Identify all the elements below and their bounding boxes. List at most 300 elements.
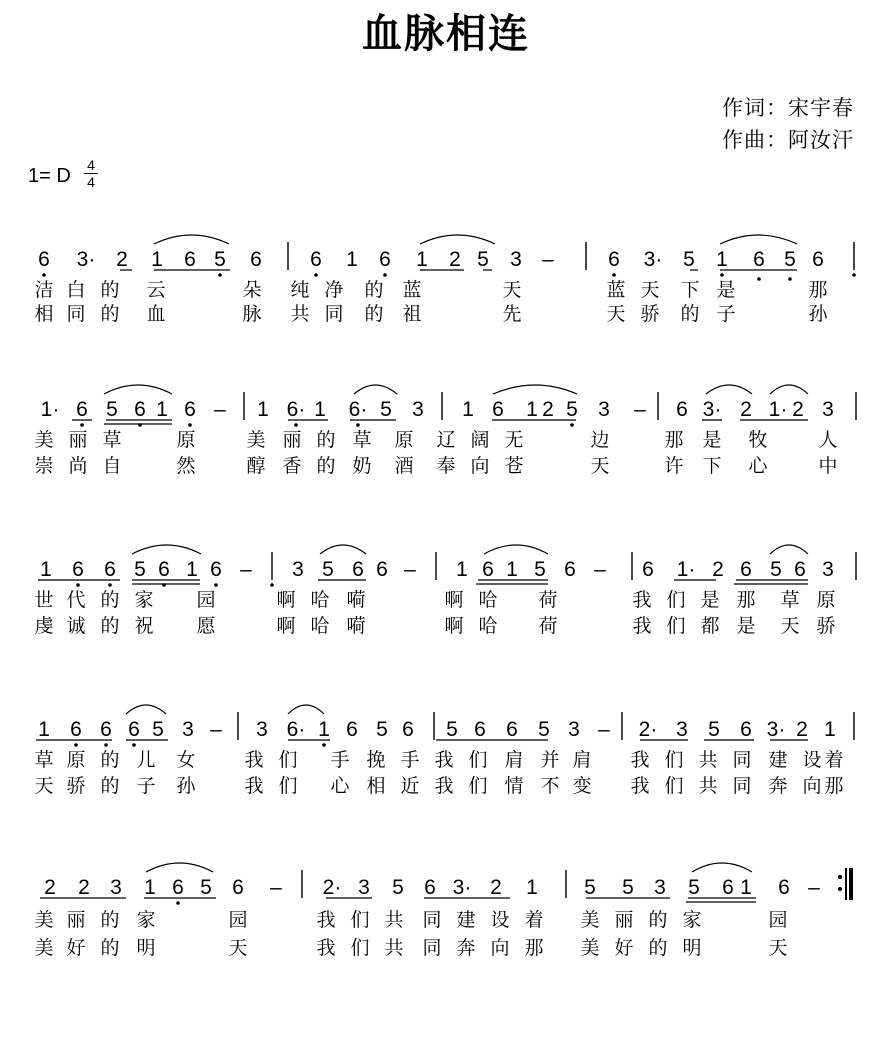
note: 1 — [38, 718, 50, 741]
lyric-verse2: 啊 — [444, 615, 464, 637]
lyric-verse2: 天 — [768, 937, 788, 959]
octave-dot — [314, 273, 318, 277]
lyric-verse1: 丽 — [66, 909, 86, 931]
lyric-verse1: 园 — [228, 909, 248, 931]
note: 1 — [257, 398, 269, 421]
lyric-verse2: 骄 — [816, 615, 836, 637]
note: 6 — [128, 718, 140, 741]
note: 3 — [822, 558, 834, 581]
lyric-verse2: 美 — [580, 937, 600, 959]
note-dash: – — [634, 398, 646, 421]
slur-arc — [420, 235, 495, 244]
note: 3 — [598, 398, 610, 421]
lyric-verse1: 哈 — [310, 589, 330, 611]
lyric-verse2: 同 — [422, 937, 442, 959]
lyric-verse1: 那 — [808, 279, 828, 301]
note: 6 — [72, 558, 84, 581]
lyric-verse1: 共 — [698, 749, 718, 771]
note: 6 — [722, 876, 734, 899]
note: 1 — [416, 248, 428, 271]
lyric-verse2: 然 — [176, 455, 196, 477]
note: 2 — [78, 876, 90, 899]
slur-arc — [288, 705, 324, 714]
slur-arc — [104, 385, 172, 394]
lyric-verse1: 那 — [736, 589, 756, 611]
note-dash: – — [240, 558, 252, 581]
lyric-verse2: 们 — [666, 615, 686, 637]
slur-arc — [493, 385, 577, 394]
note: 3· — [643, 248, 663, 271]
lyric-verse2: 天 — [228, 937, 248, 959]
note-dash: – — [808, 876, 820, 899]
lyric-verse2: 孙 — [808, 303, 828, 325]
lyric-verse1: 那 — [664, 429, 684, 451]
note: 6 — [352, 558, 364, 581]
lyric-verse2: 奔 — [456, 937, 476, 959]
lyric-verse2: 向 — [470, 455, 490, 477]
lyric-verse1: 的 — [100, 279, 120, 301]
lyric-verse1: 共 — [384, 909, 404, 931]
note: 5 — [446, 718, 458, 741]
note: 5 — [770, 558, 782, 581]
lyric-verse1: 的 — [316, 429, 336, 451]
note: 3 — [110, 876, 122, 899]
lyric-verse1: 们 — [350, 909, 370, 931]
lyric-verse1: 天 — [502, 279, 522, 301]
lyric-verse2: 的 — [100, 615, 120, 637]
octave-dot — [788, 277, 792, 281]
lyric-verse2: 向 — [490, 937, 510, 959]
octave-dot — [270, 583, 274, 587]
note: 6 — [506, 718, 518, 741]
note: 6· — [286, 718, 306, 741]
lyric-verse2: 孙 — [176, 775, 196, 797]
lyric-verse2: 愿 — [196, 615, 216, 637]
lyric-verse2: 的 — [648, 937, 668, 959]
note: 2 — [740, 398, 752, 421]
lyric-verse1: 蓝 — [402, 279, 422, 301]
note: 1 — [526, 398, 538, 421]
note: 1 — [506, 558, 518, 581]
note: 2 — [542, 398, 554, 421]
lyric-verse1: 朵 — [242, 279, 262, 301]
lyric-verse2: 奔 — [768, 775, 788, 797]
repeat-dot — [838, 875, 842, 879]
lyric-verse1: 原 — [66, 749, 86, 771]
lyric-verse1: 手 — [400, 749, 420, 771]
note: 1 — [456, 558, 468, 581]
lyric-verse2: 骄 — [66, 775, 86, 797]
octave-dot — [852, 273, 856, 277]
octave-dot — [74, 743, 78, 747]
octave-dot — [132, 743, 136, 747]
lyric-verse1: 我 — [630, 749, 650, 771]
note: 6 — [104, 558, 116, 581]
note: 6 — [70, 718, 82, 741]
note: 6 — [184, 398, 196, 421]
note: 5 — [584, 876, 596, 899]
note: 5 — [134, 558, 146, 581]
note: 3 — [654, 876, 666, 899]
octave-dot — [570, 423, 574, 427]
lyric-verse1: 家 — [136, 909, 156, 931]
lyric-verse1: 原 — [816, 589, 836, 611]
lyric-verse1: 的 — [364, 279, 384, 301]
lyric-verse2: 脉 — [242, 303, 262, 325]
slur-arc — [126, 705, 166, 714]
lyric-verse2: 啊 — [276, 615, 296, 637]
lyric-verse1: 边 — [590, 429, 610, 451]
note: 6 — [158, 558, 170, 581]
note: 2 — [44, 876, 56, 899]
lyric-verse2: 们 — [468, 775, 488, 797]
lyric-verse1: 的 — [100, 749, 120, 771]
note: 1· — [40, 398, 60, 421]
lyric-verse1: 建 — [768, 749, 788, 771]
lyric-verse1: 是 — [716, 279, 736, 301]
note: 6 — [812, 248, 824, 271]
lyric-verse2: 哈 — [310, 615, 330, 637]
lyric-verse1: 建 — [456, 909, 476, 931]
note-dash: – — [404, 558, 416, 581]
lyric-verse1: 的 — [100, 589, 120, 611]
lyric-verse2: 们 — [350, 937, 370, 959]
note-dash: – — [214, 398, 226, 421]
lyric-verse1: 美 — [246, 429, 266, 451]
lyric-verse2: 都 — [700, 615, 720, 637]
note: 2 — [490, 876, 502, 899]
lyric-verse2: 相 — [366, 775, 386, 797]
lyric-verse2: 不 — [540, 775, 560, 797]
note: 6 — [740, 558, 752, 581]
lyric-verse2: 我 — [244, 775, 264, 797]
note: 5 — [708, 718, 720, 741]
octave-dot — [76, 583, 80, 587]
lyric-verse2: 天 — [606, 303, 626, 325]
note: 5 — [106, 398, 118, 421]
note: 5 — [214, 248, 226, 271]
octave-dot — [218, 273, 222, 277]
note: 6 — [379, 248, 391, 271]
note: 2· — [322, 876, 342, 899]
octave-dot — [188, 423, 192, 427]
lyric-verse2: 天 — [590, 455, 610, 477]
lyric-verse1: 原 — [176, 429, 196, 451]
lyric-verse1: 蓝 — [606, 279, 626, 301]
note: 3 — [568, 718, 580, 741]
note: 6 — [232, 876, 244, 899]
lyric-verse1: 洁 — [34, 279, 54, 301]
lyric-verse1: 哈 — [478, 589, 498, 611]
lyric-verse1: 世 — [34, 589, 54, 611]
lyric-verse1: 啊 — [444, 589, 464, 611]
lyric-verse2: 共 — [698, 775, 718, 797]
note-dash: – — [270, 876, 282, 899]
note: 6 — [794, 558, 806, 581]
note: 5 — [622, 876, 634, 899]
note: 6· — [348, 398, 368, 421]
note: 6 — [482, 558, 494, 581]
lyric-verse2: 祝 — [134, 615, 154, 637]
song-title: 血脉相连 — [362, 10, 530, 57]
lyric-verse2: 同 — [324, 303, 344, 325]
lyric-verse2: 们 — [664, 775, 684, 797]
lyric-verse2: 血 — [146, 303, 166, 325]
note-dash: – — [598, 718, 610, 741]
note: 1 — [318, 718, 330, 741]
octave-dot — [80, 423, 84, 427]
lyric-verse2: 许 — [664, 455, 684, 477]
note: 2 — [792, 398, 804, 421]
lyric-verse2: 向 — [802, 775, 822, 797]
lyric-verse1: 手 — [330, 749, 350, 771]
lyric-verse2: 奉 — [436, 455, 456, 477]
note: 6 — [424, 876, 436, 899]
note: 5 — [376, 718, 388, 741]
slur-arc — [484, 545, 548, 554]
lyric-verse1: 我 — [434, 749, 454, 771]
note: 5 — [566, 398, 578, 421]
note: 6 — [376, 558, 388, 581]
lyric-verse1: 园 — [196, 589, 216, 611]
slur-arc — [320, 545, 366, 554]
lyric-verse1: 牧 — [748, 429, 768, 451]
lyric-verse1: 原 — [394, 429, 414, 451]
slur-arc — [146, 863, 213, 872]
lyric-verse1: 设 — [490, 909, 510, 931]
lyric-verse2: 香 — [282, 455, 302, 477]
lyric-verse2: 醇 — [246, 455, 266, 477]
lyric-verse2: 祖 — [402, 303, 422, 325]
lyric-verse2: 我 — [434, 775, 454, 797]
note: 5 — [688, 876, 700, 899]
lyric-verse2: 的 — [100, 303, 120, 325]
note: 1 — [314, 398, 326, 421]
lyric-verse2: 虔 — [34, 615, 54, 637]
lyric-verse1: 草 — [352, 429, 372, 451]
lyric-verse1: 美 — [580, 909, 600, 931]
note: 3· — [702, 398, 722, 421]
lyric-verse2: 骄 — [640, 303, 660, 325]
octave-dot — [383, 273, 387, 277]
note: 3 — [358, 876, 370, 899]
lyric-verse2: 我 — [632, 615, 652, 637]
lyric-verse1: 丽 — [68, 429, 88, 451]
lyric-verse1: 儿 — [136, 749, 156, 771]
octave-dot — [720, 273, 724, 277]
lyric-verse2: 下 — [702, 455, 722, 477]
lyric-verse2: 相 — [34, 303, 54, 325]
lyric-verse1: 下 — [680, 279, 700, 301]
lyric-verse1: 净 — [324, 279, 344, 301]
lyric-verse1: 家 — [682, 909, 702, 931]
note: 3 — [510, 248, 522, 271]
note: 3 — [292, 558, 304, 581]
note: 6 — [134, 398, 146, 421]
note: 1 — [346, 248, 358, 271]
note: 6 — [184, 248, 196, 271]
note: 6 — [250, 248, 262, 271]
slur-arc — [354, 385, 397, 394]
lyric-verse1: 嗬 — [346, 589, 366, 611]
note: 6 — [564, 558, 576, 581]
lyric-verse2: 子 — [716, 303, 736, 325]
note: 3 — [676, 718, 688, 741]
lyric-verse1: 无 — [504, 429, 524, 451]
lyric-verse1: 的 — [100, 909, 120, 931]
lyric-verse1: 肩 — [504, 749, 524, 771]
lyric-verse2: 天 — [780, 615, 800, 637]
note-dash: – — [210, 718, 222, 741]
note: 2 — [796, 718, 808, 741]
note: 2 — [712, 558, 724, 581]
lyric-verse1: 挽 — [366, 749, 386, 771]
note: 3 — [256, 718, 268, 741]
note: 6 — [100, 718, 112, 741]
lyric-verse1: 白 — [66, 279, 86, 301]
note: 3 — [182, 718, 194, 741]
time-signature-top: 4 — [87, 157, 95, 173]
lyric-verse2: 同 — [66, 303, 86, 325]
lyric-verse1: 云 — [146, 279, 166, 301]
lyric-verse1: 们 — [278, 749, 298, 771]
lyric-verse1: 们 — [666, 589, 686, 611]
note: 5 — [152, 718, 164, 741]
lyric-verse1: 人 — [818, 429, 838, 451]
lyric-verse2: 明 — [682, 937, 702, 959]
lyric-verse1: 着 — [824, 749, 844, 771]
octave-dot — [108, 583, 112, 587]
lyric-verse1: 着 — [524, 909, 544, 931]
lyric-verse2: 们 — [278, 775, 298, 797]
lyric-verse2: 是 — [736, 615, 756, 637]
note-dash: – — [594, 558, 606, 581]
lyric-verse2: 心 — [748, 455, 768, 477]
composer-credit: 作曲：阿汝汗 — [722, 128, 854, 152]
note: 6 — [608, 248, 620, 271]
octave-dot — [176, 901, 180, 905]
slur-arc — [692, 863, 752, 872]
lyric-verse1: 是 — [702, 429, 722, 451]
lyric-verse1: 们 — [468, 749, 488, 771]
note: 6 — [38, 248, 50, 271]
slur-arc — [720, 235, 797, 244]
note: 1· — [768, 398, 788, 421]
lyric-verse2: 的 — [100, 775, 120, 797]
slur-arc — [132, 545, 201, 554]
note: 6 — [676, 398, 688, 421]
lyric-verse1: 女 — [176, 749, 196, 771]
lyric-verse1: 园 — [768, 909, 788, 931]
note: 5 — [534, 558, 546, 581]
octave-dot — [612, 273, 616, 277]
lyric-verse2: 共 — [384, 937, 404, 959]
note: 1 — [740, 876, 752, 899]
lyric-verse2: 尚 — [68, 455, 88, 477]
note: 6 — [740, 718, 752, 741]
note: 6 — [310, 248, 322, 271]
note: 6 — [778, 876, 790, 899]
lyric-verse1: 啊 — [276, 589, 296, 611]
octave-dot — [757, 277, 761, 281]
key-signature: 1= D — [28, 165, 71, 187]
lyric-verse2: 美 — [34, 937, 54, 959]
note: 3 — [822, 398, 834, 421]
time-signature-bottom: 4 — [87, 174, 95, 190]
lyric-verse2: 自 — [102, 455, 122, 477]
note: 1· — [676, 558, 696, 581]
octave-dot — [104, 743, 108, 747]
lyric-verse1: 丽 — [282, 429, 302, 451]
lyric-verse1: 肩 — [572, 749, 592, 771]
octave-dot — [42, 273, 46, 277]
note: 1 — [151, 248, 163, 271]
lyric-verse1: 的 — [648, 909, 668, 931]
lyric-verse2: 崇 — [34, 455, 54, 477]
slur-arc — [706, 385, 752, 394]
lyric-verse1: 同 — [732, 749, 752, 771]
lyric-verse2: 我 — [316, 937, 336, 959]
lyric-verse2: 哈 — [478, 615, 498, 637]
lyric-verse1: 我 — [632, 589, 652, 611]
lyric-verse2: 同 — [732, 775, 752, 797]
lyric-verse2: 先 — [502, 303, 522, 325]
lyric-verse2: 近 — [400, 775, 420, 797]
lyric-verse2: 苍 — [504, 455, 524, 477]
lyric-verse2: 嗬 — [346, 615, 366, 637]
note-dash: – — [542, 248, 554, 271]
note: 5 — [322, 558, 334, 581]
note: 2 — [116, 248, 128, 271]
lyric-verse1: 草 — [102, 429, 122, 451]
note: 6 — [346, 718, 358, 741]
note: 5 — [380, 398, 392, 421]
lyric-verse1: 草 — [780, 589, 800, 611]
lyric-verse1: 我 — [316, 909, 336, 931]
octave-dot — [138, 423, 142, 427]
note: 6 — [642, 558, 654, 581]
lyricist-credit: 作词：宋宇春 — [722, 96, 854, 120]
note: 6 — [474, 718, 486, 741]
note: 6 — [402, 718, 414, 741]
note: 1 — [144, 876, 156, 899]
lyric-verse2: 那 — [824, 775, 844, 797]
lyric-verse2: 酒 — [394, 455, 414, 477]
octave-dot — [214, 583, 218, 587]
lyric-verse2: 天 — [34, 775, 54, 797]
lyric-verse1: 我 — [244, 749, 264, 771]
lyric-verse1: 设 — [802, 749, 822, 771]
lyric-verse1: 丽 — [614, 909, 634, 931]
slur-arc — [154, 235, 229, 244]
lyric-verse2: 心 — [330, 775, 350, 797]
note: 6 — [76, 398, 88, 421]
lyric-verse1: 荷 — [538, 589, 558, 611]
lyric-verse2: 明 — [136, 937, 156, 959]
lyric-verse2: 共 — [290, 303, 310, 325]
lyric-verse2: 好 — [66, 937, 86, 959]
lyric-verse2: 的 — [680, 303, 700, 325]
note: 5 — [683, 248, 695, 271]
repeat-dot — [838, 887, 842, 891]
note: 1 — [462, 398, 474, 421]
lyric-verse2: 的 — [364, 303, 384, 325]
lyric-verse1: 美 — [34, 429, 54, 451]
lyric-verse2: 中 — [818, 455, 838, 477]
lyric-verse2: 的 — [100, 937, 120, 959]
note: 1 — [824, 718, 836, 741]
lyric-verse1: 草 — [34, 749, 54, 771]
